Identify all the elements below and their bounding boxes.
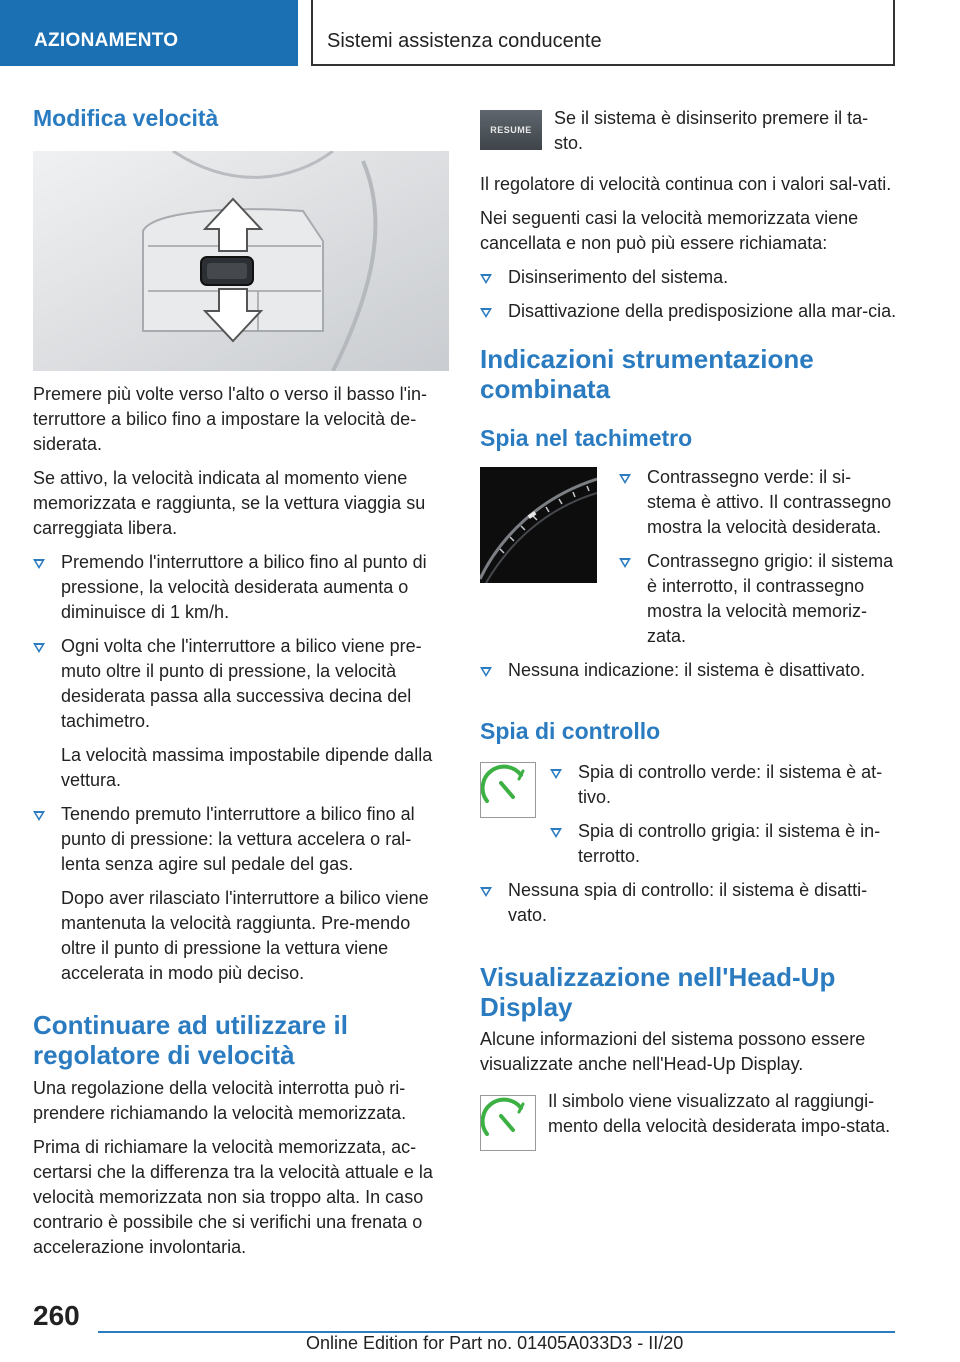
bullet-text: Disinserimento del sistema.	[508, 267, 729, 287]
list-item	[33, 550, 449, 625]
heading-spia-controllo: Spia di controllo	[480, 718, 661, 744]
steering-wheel-rocker-switch-photo	[33, 151, 449, 371]
heading-head-up-display: Visualizzazione nell'Head-Up Display	[480, 962, 836, 1022]
list-item	[33, 634, 449, 734]
triangle-bullet-icon	[33, 643, 45, 653]
paragraph-prima-di-richiamare: Prima di richiamare la velocità memorizzata, ac-certarsi che la differenza tra la velocità attuale e la velocità memorizzata non sia troppo alta. In caso contrario è possibile che si verifichi una frenata o accelerazione involontaria.	[33, 1137, 433, 1257]
bullet-text: Nessuna spia di controllo: il sistema è disatti-vato.	[508, 880, 868, 925]
hud-speed-symbol-icon	[480, 1095, 536, 1151]
bullet-text: Contrassegno verde: il si-stema è attivo. Il contrassegno mostra la velocità desiderata.	[647, 467, 892, 537]
speedometer-photo	[480, 467, 597, 583]
speed-control-green-icon	[480, 762, 536, 818]
rocker-switch-illustration	[33, 151, 449, 371]
paragraph-regolazione: Una regolazione della velocità interrotta può ri-prendere richiamando la velocità memorizzata.	[33, 1078, 407, 1123]
bullet-note: Dopo aver rilasciato l'interruttore a bilico viene mantenuta la velocità raggiunta. Pre-mendo oltre il punto di pressione la vettura viene accelerata in modo più deciso.	[61, 888, 429, 983]
triangle-bullet-icon	[480, 887, 492, 897]
list-item	[480, 658, 898, 683]
speedometer-illustration	[480, 467, 597, 583]
paragraph-continua-valori: Il regolatore di velocità continua con i valori sal-vati.	[480, 174, 892, 194]
triangle-bullet-icon	[480, 308, 492, 318]
bullet-text: Disattivazione della predisposizione alla mar-cia.	[508, 301, 897, 321]
bullet-text: Contrassegno grigio: il sistema è interrotto, il contrassegno mostra la velocità memoriz-zata.	[647, 551, 894, 646]
triangle-bullet-icon	[33, 811, 45, 821]
bullet-text: Premendo l'interruttore a bilico fino al punto di pressione, la velocità desiderata aumenta o diminuisce di 1 km/h.	[61, 552, 427, 622]
header-section-tab: AZIONAMENTO	[0, 0, 298, 66]
triangle-bullet-icon	[480, 667, 492, 677]
speed-gauge-icon	[481, 1096, 535, 1150]
list-item	[480, 878, 898, 928]
resume-button-icon: RESUME	[480, 110, 542, 150]
speed-gauge-icon	[481, 763, 535, 817]
bullet-note: La velocità massima impostabile dipende dalla vettura.	[61, 745, 433, 790]
footer-edition: Online Edition for Part no. 01405A033D3 - II/20	[306, 1333, 684, 1353]
list-item	[619, 465, 898, 540]
hud-row	[480, 1089, 898, 1151]
paragraph-premere: Premere più volte verso l'alto o verso il basso l'in-terruttore a bilico fino a impostare la velocità de-siderata.	[33, 384, 428, 454]
paragraph-casi-cancellata: Nei seguenti casi la velocità memorizzata viene cancellata e non può più essere richiamata:	[480, 208, 859, 253]
triangle-bullet-icon	[33, 559, 45, 569]
list-item	[550, 819, 896, 869]
triangle-bullet-icon	[619, 474, 631, 484]
triangle-bullet-icon	[619, 558, 631, 568]
bullet-text: Ogni volta che l'interruttore a bilico viene pre-muto oltre il punto di pressione, la velocità desiderata passa alla successiva decina del tachimetro.	[61, 636, 422, 731]
resume-description: Se il sistema è disinserito premere il ta-sto.	[554, 108, 869, 153]
list-item	[480, 299, 898, 324]
paragraph-alcune-informazioni: Alcune informazioni del sistema possono essere visualizzate anche nell'Head-Up Display.	[480, 1029, 866, 1074]
list-item	[550, 760, 896, 810]
list-item	[33, 802, 449, 877]
controllo-list	[550, 760, 896, 869]
bullet-text: Spia di controllo grigia: il sistema è in-terrotto.	[578, 821, 881, 866]
heading-spia-tachimetro: Spia nel tachimetro	[480, 425, 693, 451]
right-column	[480, 100, 898, 1151]
page-number: 260	[33, 1300, 80, 1331]
triangle-bullet-icon	[480, 274, 492, 284]
bullet-text: Nessuna indicazione: il sistema è disattivato.	[508, 660, 866, 680]
tachimetro-list	[607, 465, 898, 649]
paragraph-se-attivo: Se attivo, la velocità indicata al momento viene memorizzata e raggiunta, se la vettura viaggia su carreggiata libera.	[33, 468, 426, 538]
heading-modifica-velocita: Modifica velocità	[33, 105, 219, 131]
resume-row	[480, 106, 898, 156]
bullet-text: Spia di controllo verde: il sistema è at-tivo.	[578, 762, 883, 807]
hud-description: Il simbolo viene visualizzato al raggiungi-mento della velocità desiderata impo-stata.	[548, 1091, 891, 1136]
heading-indicazioni: Indicazioni strumentazione combinata	[480, 344, 814, 404]
triangle-bullet-icon	[550, 828, 562, 838]
left-column	[33, 100, 449, 1260]
heading-continuare: Continuare ad utilizzare il regolatore di velocità	[33, 1010, 348, 1070]
bullet-text: Tenendo premuto l'interruttore a bilico fino al punto di pressione: la vettura accelera o ral-lenta senza agire sul pedale del gas.	[61, 804, 415, 874]
header-chapter-title: Sistemi assistenza conducente	[311, 0, 895, 66]
controllo-row	[480, 760, 898, 869]
tachimetro-row	[480, 465, 898, 649]
list-item	[480, 265, 898, 290]
list-item	[619, 549, 898, 649]
triangle-bullet-icon	[550, 769, 562, 779]
